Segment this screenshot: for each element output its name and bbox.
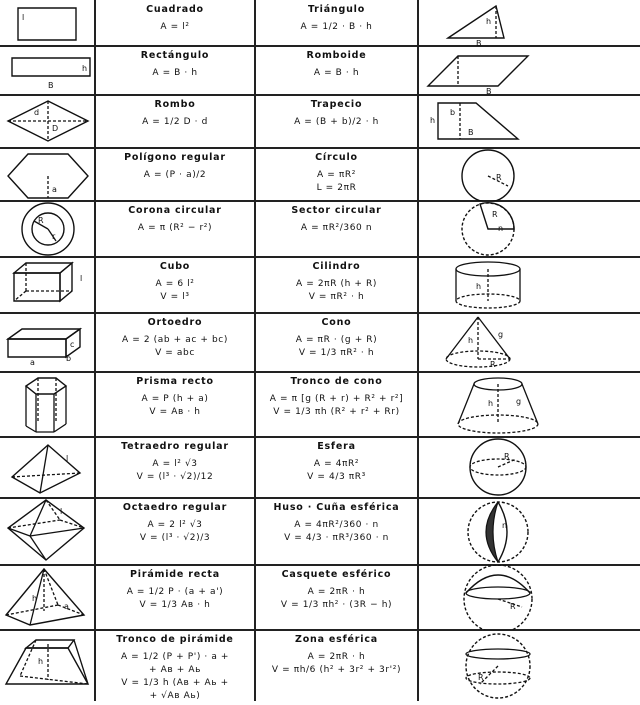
formula (95, 21, 255, 34)
formula-line: A = (P · a)/2 (143, 170, 207, 180)
shape-title: Prisma recto (136, 376, 214, 387)
tetrahedron-figure (0, 437, 95, 498)
figure-label: g (516, 397, 522, 406)
rhombus-figure (0, 95, 95, 148)
trapezoid-figure (418, 95, 640, 148)
formula-line: A = 6 l² (155, 279, 195, 289)
formula (95, 222, 255, 235)
figure-cell-left (0, 0, 95, 46)
shape-title: Tronco de cono (290, 376, 383, 387)
figure-label: h (488, 399, 494, 408)
sphere-figure (418, 437, 640, 498)
formula-line: A = πR² (317, 170, 356, 180)
figure-cell-right (418, 630, 640, 701)
figure-label: a (52, 185, 57, 194)
pyramid-figure (0, 565, 95, 630)
lune-figure (418, 498, 640, 565)
figure-cell-right (418, 565, 640, 630)
formula-cell-left (95, 437, 255, 498)
figure-label: h (38, 657, 44, 666)
formula (255, 586, 418, 612)
formula-cell-right (255, 201, 418, 257)
shape-title: Corona circular (128, 205, 222, 216)
formula (255, 393, 418, 419)
formula (95, 67, 255, 80)
shape-title: Tetraedro regular (121, 441, 229, 452)
shape-title: Pirámide recta (130, 569, 220, 580)
annulus-figure (0, 201, 95, 257)
figure-cell-left (0, 565, 95, 630)
formula-line: A = πR · (g + R) (295, 335, 378, 345)
formula-cell-left (95, 498, 255, 565)
shape-title: Cono (321, 317, 352, 328)
square-figure (0, 0, 95, 46)
figure-label: h (476, 282, 482, 291)
figure-label: g (498, 330, 504, 339)
formula-line: L = 2πR (316, 183, 357, 193)
formula-line: V = 1/3 Aв · h (139, 600, 211, 610)
figure-cell-right (418, 498, 640, 565)
figure-label: R (492, 210, 498, 219)
figure-label: B (486, 87, 492, 95)
formula-line: A = 1/2 (P + P') · a + (120, 652, 230, 662)
shape-title: Tronco de pirámide (116, 634, 234, 645)
figure-label: a (64, 602, 69, 611)
formula-cell-right (255, 148, 418, 201)
figure-cell-right (418, 437, 640, 498)
formula-cell-left (95, 257, 255, 313)
figure-cell-right (418, 257, 640, 313)
frustum-cone-figure (418, 372, 640, 437)
formula-cell-right (255, 46, 418, 95)
figure-label: c (70, 340, 75, 349)
figure-label: l (22, 13, 25, 22)
formula (255, 116, 418, 129)
formula (95, 169, 255, 182)
figure-label: a (30, 358, 35, 367)
figure-cell-left (0, 46, 95, 95)
formula-line: V = 1/3 πR² · h (298, 348, 375, 358)
figure-cell-right (418, 46, 640, 95)
formula-cell-right (255, 95, 418, 148)
figure-label: R (496, 173, 502, 182)
formula-cell-right (255, 313, 418, 372)
shape-title: Rombo (154, 99, 196, 110)
figure-label: D (52, 124, 59, 133)
figure-cell-left (0, 257, 95, 313)
figure-label: r (52, 232, 56, 241)
formula (255, 334, 418, 360)
figure-label: R (510, 602, 516, 611)
cuboid-figure (0, 313, 95, 372)
formula-line: V = abc (155, 348, 195, 358)
formula-line: A = B · h (313, 68, 360, 78)
figure-cell-left (0, 630, 95, 701)
shape-title: Cilindro (312, 261, 361, 272)
figure-label: b (450, 108, 456, 117)
figure-cell-left (0, 313, 95, 372)
formula-line: A = 4πR² (313, 459, 360, 469)
figure-label: R (504, 452, 510, 461)
formula-cell-right (255, 372, 418, 437)
formula (95, 393, 255, 419)
figure-cell-right (418, 0, 640, 46)
figure-cell-right (418, 372, 640, 437)
formula-cell-left (95, 0, 255, 46)
figure-label: l (60, 507, 63, 516)
formula-line: A = 2πR (h + R) (296, 279, 377, 289)
formula-line: A = πR²/360 n (300, 223, 373, 233)
figure-cell-left (0, 148, 95, 201)
formula (95, 334, 255, 360)
formula-line: V = 1/3 πh² · (3R − h) (280, 600, 393, 610)
rhomboid-figure (418, 46, 640, 95)
figure-label: d (34, 108, 40, 117)
formula-cell-left (95, 201, 255, 257)
shape-title: Trapecio (310, 99, 363, 110)
formula-cell-right (255, 257, 418, 313)
formula-line: A = 2πR · h (307, 587, 366, 597)
formula (255, 458, 418, 484)
formula-cell-left (95, 630, 255, 701)
triangle-figure (418, 0, 640, 46)
formula-line: V = 1/3 h (Aв + Aь + (121, 678, 229, 688)
figure-cell-right (418, 201, 640, 257)
figure-label: h (468, 336, 474, 345)
figure-cell-left (0, 95, 95, 148)
formula-line: A = B · h (152, 68, 198, 78)
formula-line: A = 4πR²/360 · n (294, 520, 379, 530)
formula (95, 519, 255, 545)
shape-title: Círculo (315, 152, 358, 163)
shape-title: Polígono regular (124, 152, 226, 163)
formula-line: A = 2 l² √3 (147, 520, 203, 530)
shape-title: Romboide (306, 50, 367, 61)
formula-line: V = Aв · h (149, 407, 201, 417)
figure-cell-left (0, 437, 95, 498)
figure-label: R (490, 360, 496, 369)
figure-label: h (486, 17, 492, 26)
shape-title: Casquete esférico (281, 569, 392, 580)
figure-label: B (48, 81, 54, 90)
formula (95, 278, 255, 304)
figure-label: h (32, 594, 38, 603)
formula-line: A = l² √3 (152, 459, 198, 469)
formula (255, 278, 418, 304)
shape-title: Ortoedro (147, 317, 203, 328)
circle-figure (418, 148, 640, 201)
formula-line: + √Aв Aь) (149, 691, 201, 701)
formula-line: A = 2πR · h (307, 652, 366, 662)
formula-line: V = πR² · h (308, 292, 365, 302)
zone-figure (418, 630, 640, 701)
shape-title: Octaedro regular (122, 502, 228, 513)
formula-line: A = π [g (R + r) + R² + r²] (269, 394, 404, 404)
figure-label: R (478, 673, 484, 682)
formula-line: A = 2 (ab + ac + bc) (122, 335, 228, 345)
formula (255, 21, 418, 34)
formula (95, 116, 255, 129)
shape-title: Esfera (317, 441, 356, 452)
cap-figure (418, 565, 640, 630)
formula (95, 586, 255, 612)
figure-label: n (498, 224, 504, 233)
formula-cell-left (95, 372, 255, 437)
formula-line: V = (l³ · √2)/3 (139, 533, 211, 543)
formula-cell-right (255, 498, 418, 565)
figure-cell-right (418, 313, 640, 372)
formula-line: A = 1/2 · B · h (300, 22, 373, 32)
formula (255, 519, 418, 545)
formula-cell-right (255, 630, 418, 701)
rectangle-figure (0, 46, 95, 95)
formula-line: A = l² (160, 22, 190, 32)
formula-line: A = 1/2 P · (a + a') (126, 587, 224, 597)
prism-figure (0, 372, 95, 437)
shape-title: Cubo (159, 261, 191, 272)
formula-line: A = P (h + a) (141, 394, 209, 404)
formula-line: V = 4/3 · πR³/360 · n (284, 533, 389, 543)
formula-cell-right (255, 565, 418, 630)
shape-title: Cuadrado (146, 4, 204, 15)
figure-cell-left (0, 498, 95, 565)
figure-cell-right (418, 95, 640, 148)
formula-line: A = 1/2 D · d (142, 117, 208, 127)
formula-cell-left (95, 565, 255, 630)
formula-cell-left (95, 95, 255, 148)
formula-cell-left (95, 46, 255, 95)
figure-label: l (80, 274, 83, 283)
hexagon-figure (0, 148, 95, 201)
formula (255, 169, 418, 195)
octahedron-figure (0, 498, 95, 565)
formula (255, 67, 418, 80)
cube-figure (0, 257, 95, 313)
formula-cell-left (95, 313, 255, 372)
formula (255, 651, 418, 677)
figure-label: h (430, 116, 436, 125)
figure-label: b (66, 354, 72, 363)
formula-line: V = 4/3 πR³ (307, 472, 366, 482)
shape-title: Rectángulo (140, 50, 210, 61)
formula-line: A = (B + b)/2 · h (294, 117, 379, 127)
figure-label: l (66, 454, 69, 463)
formula-cell-left (95, 148, 255, 201)
formula-line: + Aв + Aь (149, 665, 201, 675)
figure-label: n (502, 521, 508, 530)
figure-label: h (82, 64, 88, 73)
formula (95, 651, 255, 703)
frustum-pyramid-figure (0, 630, 95, 701)
figure-cell-left (0, 372, 95, 437)
formula-line: A = π (R² − r²) (137, 223, 213, 233)
formula-cell-right (255, 437, 418, 498)
figure-label: B (468, 128, 474, 137)
figure-label: R (38, 216, 44, 225)
cylinder-figure (418, 257, 640, 313)
formula (255, 222, 418, 235)
sector-figure (418, 201, 640, 257)
formula-cell-right (255, 0, 418, 46)
formula (95, 458, 255, 484)
shape-title: Huso · Cuña esférica (273, 502, 400, 513)
figure-cell-left (0, 201, 95, 257)
formula-line: V = (l³ · √2)/12 (136, 472, 214, 482)
figure-label: B (476, 39, 482, 46)
shape-title: Zona esférica (295, 634, 378, 645)
formula-line: V = 1/3 πh (R² + r² + Rr) (273, 407, 400, 417)
shape-title: Sector circular (291, 205, 382, 216)
figure-cell-right (418, 148, 640, 201)
shape-title: Triángulo (307, 4, 366, 15)
formula-line: V = πh/6 (h² + 3r² + 3r'²) (271, 665, 402, 675)
cone-figure (418, 313, 640, 372)
formula-line: V = l³ (160, 292, 190, 302)
